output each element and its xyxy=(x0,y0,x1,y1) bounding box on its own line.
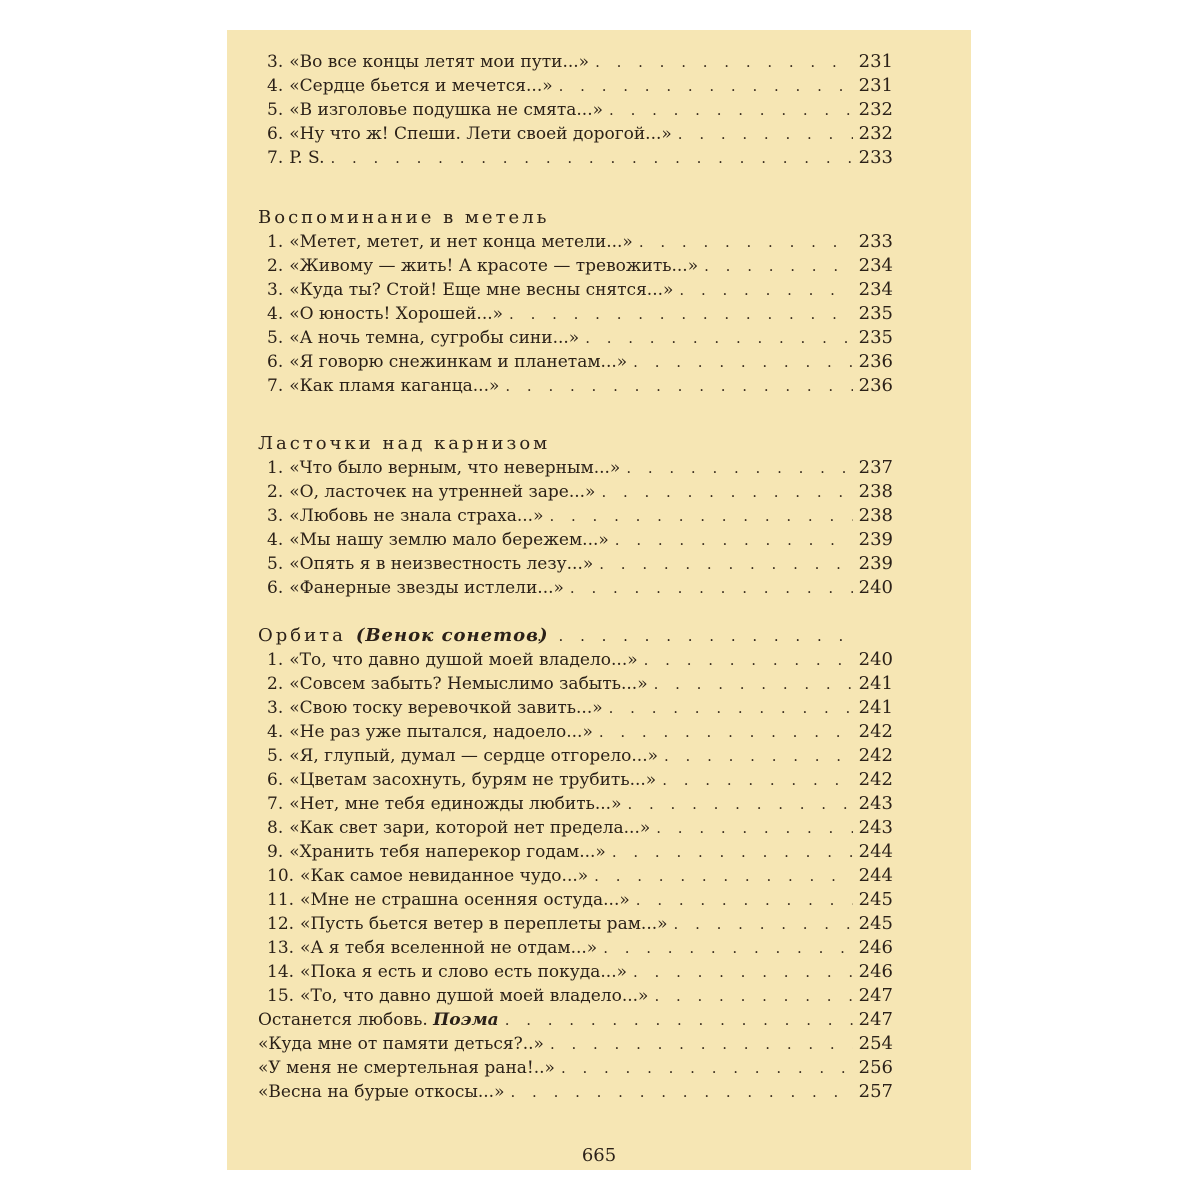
toc-entry xyxy=(267,146,893,170)
entry-page-number: 236 xyxy=(858,375,893,396)
entry-page-number: 234 xyxy=(858,255,893,276)
leader-dots xyxy=(330,146,852,170)
toc-entry xyxy=(267,552,893,576)
entry-title xyxy=(289,146,324,170)
entry-title xyxy=(289,672,647,696)
entry-title-text: «Ну что ж! Спеши. Лети своей дорогой...» xyxy=(289,124,672,144)
entry-page-number: 240 xyxy=(858,577,893,598)
entry-page-number: 243 xyxy=(858,817,893,838)
book-page xyxy=(227,30,971,1170)
toc-entry xyxy=(267,302,893,326)
leader-dots xyxy=(644,648,853,672)
leader-dots xyxy=(664,744,853,768)
entry-title xyxy=(300,912,668,936)
entry-title-text: «Не раз уже пытался, надоело...» xyxy=(289,722,593,742)
entry-number: 12. xyxy=(267,914,295,934)
entry-title-text: «То, что давно душой моей владело...» xyxy=(289,650,638,670)
entry-number: 7. xyxy=(267,376,284,396)
entry-page-number: 233 xyxy=(858,147,893,168)
entry-title-text: «Опять я в неизвестность лезу...» xyxy=(289,554,594,574)
toc-entry xyxy=(267,254,893,278)
section-heading-subtitle: (Венок сонетов) xyxy=(355,625,549,646)
leader-dots xyxy=(654,672,853,696)
entry-title xyxy=(289,576,564,600)
leader-dots xyxy=(599,720,853,744)
entry-title xyxy=(289,254,698,278)
entry-number: 6. xyxy=(267,352,284,372)
entry-page-number: 257 xyxy=(858,1081,893,1102)
entry-page-number: 245 xyxy=(858,889,893,910)
leader-dots xyxy=(678,122,853,146)
entry-number: 14. xyxy=(267,962,295,982)
entry-title xyxy=(289,504,543,528)
entry-title xyxy=(289,480,595,504)
entry-title xyxy=(289,552,593,576)
entry-number: 4. xyxy=(267,76,284,96)
toc-entry xyxy=(267,74,893,98)
entry-page-number: 238 xyxy=(858,505,893,526)
toc-entry xyxy=(267,840,893,864)
leader-dots xyxy=(609,696,853,720)
entry-title-text: P. S. xyxy=(289,148,325,168)
leader-dots xyxy=(679,278,852,302)
entry-title xyxy=(300,960,627,984)
entry-title-text: «То, что давно душой моей владело...» xyxy=(300,986,649,1006)
entry-title-text: «Фанерные звезды истлели...» xyxy=(289,578,564,598)
leader-dots xyxy=(550,1032,853,1056)
entry-number: 9. xyxy=(267,842,284,862)
entry-page-number: 236 xyxy=(858,351,893,372)
entry-title-text: «Нет, мне тебя единожды любить...» xyxy=(289,794,622,814)
entry-title-text: «Я говорю снежинкам и планетам...» xyxy=(289,352,628,372)
entry-title xyxy=(300,864,588,888)
toc-entry xyxy=(267,50,893,74)
entry-page-number: 233 xyxy=(858,231,893,252)
toc-entry xyxy=(267,936,893,960)
entry-title xyxy=(289,374,499,398)
entry-title-text: «Я, глупый, думал — сердце отгорело...» xyxy=(289,746,659,766)
entry-title xyxy=(289,350,627,374)
toc-entry xyxy=(267,864,893,888)
entry-page-number: 243 xyxy=(858,793,893,814)
entry-title xyxy=(289,648,637,672)
entry-page-number: 242 xyxy=(858,745,893,766)
entry-title-text: «Цветам засохнуть, бурям не трубить...» xyxy=(289,770,657,790)
leader-dots xyxy=(627,792,852,816)
page-number: 665 xyxy=(581,1145,617,1166)
leader-dots xyxy=(633,960,853,984)
toc-entry xyxy=(267,230,893,254)
entry-title-text: «Живому — жить! А красоте — тревожить...» xyxy=(289,256,699,276)
entry-number: 2. xyxy=(267,482,284,502)
entry-title-text: «Совсем забыть? Немыслимо забыть...» xyxy=(289,674,648,694)
toc-entry xyxy=(267,816,893,840)
entry-page-number: 238 xyxy=(858,481,893,502)
entry-title xyxy=(289,326,579,350)
entry-title xyxy=(289,768,656,792)
section-heading xyxy=(258,624,549,648)
entry-title-text: «Хранить тебя наперекор годам...» xyxy=(289,842,606,862)
entry-page-number: 237 xyxy=(858,457,893,478)
leader-dots xyxy=(549,504,852,528)
leader-dots xyxy=(609,98,853,122)
toc-entry xyxy=(267,984,893,1008)
entry-page-number: 244 xyxy=(858,841,893,862)
entry-page-number: 239 xyxy=(858,553,893,574)
entry-title xyxy=(300,936,597,960)
leader-dots xyxy=(654,984,852,1008)
entry-title-text: «Как свет зари, которой нет предела...» xyxy=(289,818,651,838)
section-heading-text: Орбита xyxy=(258,625,346,646)
entry-page-number: 241 xyxy=(858,697,893,718)
entry-title xyxy=(300,888,630,912)
entry-title xyxy=(258,1032,544,1056)
toc-entry xyxy=(267,744,893,768)
entry-page-number: 231 xyxy=(858,75,893,96)
section-heading-text: Ласточки над карнизом xyxy=(258,433,551,454)
toc-entry xyxy=(258,1032,893,1056)
entry-page-number: 241 xyxy=(858,673,893,694)
leader-dots xyxy=(633,350,852,374)
toc-entry xyxy=(267,504,893,528)
entry-number: 5. xyxy=(267,100,284,120)
leader-dots xyxy=(505,374,852,398)
entry-number: 8. xyxy=(267,818,284,838)
entry-title-text: «Что было верным, что неверным...» xyxy=(289,458,621,478)
entry-title-text: «Метет, метет, и нет конца метели...» xyxy=(289,232,633,252)
entry-title-text: «А я тебя вселенной не отдам...» xyxy=(300,938,598,958)
entry-page-number: 246 xyxy=(858,937,893,958)
toc-entry xyxy=(267,792,893,816)
entry-number: 11. xyxy=(267,890,295,910)
leader-dots xyxy=(595,50,853,74)
entry-title xyxy=(289,50,589,74)
toc-entry xyxy=(267,696,893,720)
toc-entry xyxy=(267,350,893,374)
leader-dots xyxy=(559,74,853,98)
entry-number: 10. xyxy=(267,866,295,886)
entry-page-number: 231 xyxy=(858,51,893,72)
entry-title-text: «Пока я есть и слово есть покуда...» xyxy=(300,962,627,982)
entry-number: 13. xyxy=(267,938,295,958)
entry-title-text: «Сердце бьется и мечется...» xyxy=(289,76,553,96)
entry-title-text: «Как пламя каганца...» xyxy=(289,376,500,396)
leader-dots xyxy=(603,936,852,960)
entry-title xyxy=(289,792,621,816)
toc-entry xyxy=(267,576,893,600)
entry-number: 3. xyxy=(267,506,284,526)
entry-number: 4. xyxy=(267,530,284,550)
entry-number: 2. xyxy=(267,256,284,276)
entry-title-text: «У меня не смертельная рана!..» xyxy=(258,1058,555,1078)
toc-entry xyxy=(267,648,893,672)
entry-title-text: «Как самое невиданное чудо...» xyxy=(300,866,589,886)
entry-title xyxy=(289,528,609,552)
leader-dots xyxy=(599,552,852,576)
entry-page-number: 247 xyxy=(858,985,893,1006)
entry-number: 4. xyxy=(267,304,284,324)
toc-entry xyxy=(267,122,893,146)
entry-number: 15. xyxy=(267,986,295,1006)
entry-title-text: «Любовь не знала страха...» xyxy=(289,506,544,526)
section-heading-text: Воспоминание в метель xyxy=(258,207,550,228)
leader-dots xyxy=(561,1056,853,1080)
entry-number: 5. xyxy=(267,328,284,348)
entry-number: 5. xyxy=(267,746,284,766)
entry-title xyxy=(300,984,648,1008)
leader-dots xyxy=(626,456,852,480)
toc-entry xyxy=(267,960,893,984)
entry-number: 4. xyxy=(267,722,284,742)
toc-entry xyxy=(267,888,893,912)
entry-number: 6. xyxy=(267,124,284,144)
entry-page-number: 232 xyxy=(858,123,893,144)
entry-number: 1. xyxy=(267,458,284,478)
toc-entry xyxy=(258,1080,893,1104)
section-heading xyxy=(258,432,550,456)
toc-entry xyxy=(258,1056,893,1080)
entry-title-text: «Куда мне от памяти деться?..» xyxy=(258,1034,544,1054)
entry-number: 3. xyxy=(267,280,284,300)
entry-title xyxy=(289,98,603,122)
entry-title xyxy=(289,840,606,864)
entry-title-text: «Мне не страшна осенняя остуда...» xyxy=(300,890,630,910)
leader-dots xyxy=(704,254,853,278)
entry-title xyxy=(258,1056,555,1080)
entry-title-text: «Мы нашу землю мало бережем...» xyxy=(289,530,609,550)
entry-genre: Поэма xyxy=(433,1010,499,1030)
entry-title-text: «Во все концы летят мои пути...» xyxy=(289,52,590,72)
toc-entry xyxy=(267,480,893,504)
entry-page-number: 239 xyxy=(858,529,893,550)
toc-entry xyxy=(267,278,893,302)
entry-page-number: 254 xyxy=(858,1033,893,1054)
leader-dots xyxy=(636,888,853,912)
toc-entry xyxy=(267,374,893,398)
entry-title xyxy=(289,744,658,768)
entry-number: 6. xyxy=(267,770,284,790)
entry-title-text: «А ночь темна, сугробы сини...» xyxy=(289,328,580,348)
entry-number: 6. xyxy=(267,578,284,598)
entry-number: 5. xyxy=(267,554,284,574)
entry-title xyxy=(289,696,602,720)
leader-dots xyxy=(511,1080,853,1104)
entry-number: 1. xyxy=(267,650,284,670)
entry-page-number: 245 xyxy=(858,913,893,934)
entry-page-number: 256 xyxy=(858,1057,893,1078)
entry-page-number: 232 xyxy=(858,99,893,120)
entry-number: 7. xyxy=(267,148,284,168)
toc-entry xyxy=(267,720,893,744)
entry-page-number: 234 xyxy=(858,279,893,300)
entry-number: 3. xyxy=(267,52,284,72)
leader-dots xyxy=(505,1008,853,1032)
toc-entry xyxy=(267,456,893,480)
toc-entry xyxy=(267,98,893,122)
leader-dots xyxy=(537,624,857,648)
entry-title-text: «Весна на бурые откосы...» xyxy=(258,1082,505,1102)
entry-page-number: 247 xyxy=(858,1009,893,1030)
entry-title xyxy=(258,1008,499,1032)
leader-dots xyxy=(585,326,852,350)
toc-entry xyxy=(267,672,893,696)
toc-entry xyxy=(267,768,893,792)
entry-number: 7. xyxy=(267,794,284,814)
entry-page-number: 244 xyxy=(858,865,893,886)
entry-page-number: 242 xyxy=(858,769,893,790)
entry-title-text: Останется любовь. xyxy=(258,1010,428,1030)
entry-number: 3. xyxy=(267,698,284,718)
entry-title xyxy=(258,1080,505,1104)
toc-entry xyxy=(267,912,893,936)
section-heading xyxy=(258,206,549,230)
leader-dots xyxy=(509,302,853,326)
toc-entry xyxy=(267,528,893,552)
entry-title-text: «О, ласточек на утренней заре...» xyxy=(289,482,596,502)
toc-entry xyxy=(258,1008,893,1032)
entry-title-text: «О юность! Хорошей...» xyxy=(289,304,504,324)
entry-number: 1. xyxy=(267,232,284,252)
entry-title xyxy=(289,720,593,744)
entry-title-text: «Пусть бьется ветер в переплеты рам...» xyxy=(300,914,668,934)
entry-title xyxy=(289,816,650,840)
entry-title xyxy=(289,302,503,326)
entry-title xyxy=(289,122,672,146)
toc-entry xyxy=(267,326,893,350)
entry-title xyxy=(289,74,552,98)
leader-dots xyxy=(639,230,853,254)
entry-page-number: 240 xyxy=(858,649,893,670)
entry-number: 2. xyxy=(267,674,284,694)
leader-dots xyxy=(674,912,853,936)
entry-page-number: 242 xyxy=(858,721,893,742)
leader-dots xyxy=(612,840,853,864)
leader-dots xyxy=(662,768,852,792)
entry-title xyxy=(289,278,673,302)
entry-page-number: 235 xyxy=(858,303,893,324)
leader-dots xyxy=(601,480,852,504)
entry-title-text: «Куда ты? Стой! Еще мне весны снятся...» xyxy=(289,280,674,300)
leader-dots xyxy=(615,528,853,552)
entry-page-number: 235 xyxy=(858,327,893,348)
entry-title xyxy=(289,456,620,480)
entry-title-text: «В изголовье подушка не смята...» xyxy=(289,100,604,120)
entry-title-text: «Свою тоску веревочкой завить...» xyxy=(289,698,603,718)
leader-dots xyxy=(594,864,852,888)
entry-page-number: 246 xyxy=(858,961,893,982)
leader-dots xyxy=(570,576,853,600)
leader-dots xyxy=(656,816,852,840)
entry-title xyxy=(289,230,633,254)
